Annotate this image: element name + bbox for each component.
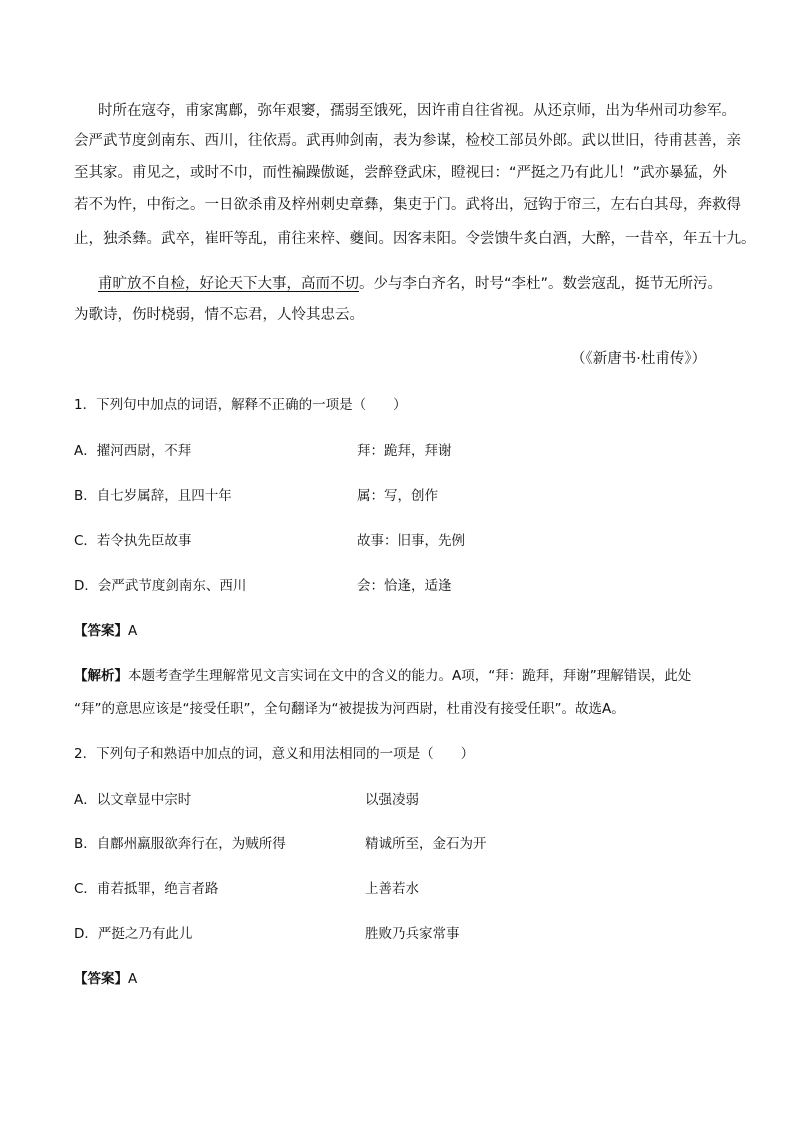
option-left: D．严挺之乃有此儿 [74, 926, 193, 942]
answer [74, 621, 137, 641]
answer-value: A [128, 623, 138, 639]
option-left: B．自七岁属辞，且四十年 [74, 488, 232, 504]
passage-text: 。少与李白齐名，时号“李杜”。数尝寇乱，挺节无所污。 [359, 276, 723, 292]
option-left: A．擢河西尉，不拜 [74, 443, 192, 459]
question-stem: 1．下列句中加点的词语，解释不正确的一项是（ ） [74, 397, 407, 413]
passage-line: 至其家。甫见之，或时不巾，而性褊躁傲诞，尝醉登武床，瞪视曰：“严挺之乃有此儿！”武亦暴猛，外 [74, 165, 728, 181]
passage-line: 时所在寇夺，甫家寓鄜，弥年艰窭，孺弱至饿死，因许甫自往省视。从还京师，出为华州司功参军。 [98, 103, 736, 119]
option-right: 拜：跪拜，拜谢 [357, 443, 452, 459]
option-left: C．甫若抵罪，绝言者路 [74, 881, 219, 897]
analysis-text: 本题考查学生理解常见文言实词在文中的含义的能力。A项，“拜：跪拜，拜谢”理解错误，此处 [128, 668, 692, 684]
option-right: 上善若水 [365, 881, 419, 897]
option-left: A．以文章显中宗时 [74, 792, 192, 808]
option-right: 故事：旧事，先例 [357, 533, 465, 549]
option-right: 会：恰逢，适逢 [357, 578, 452, 594]
analysis-label: 【解析】 [74, 668, 128, 684]
option-left: D．会严武节度剑南东、西川 [74, 578, 247, 594]
passage-line: 若不为忤，中衔之。一日欲杀甫及梓州刺史章彝，集吏于门。武将出，冠钩于帘三，左右白其母，奔救得 [74, 197, 741, 213]
option-left: B．自鄜州羸服欲奔行在，为贼所得 [74, 836, 286, 852]
answer-value: A [128, 971, 138, 987]
underlined-sentence: 甫旷放不自检，好论天下大事，高而不切 [98, 276, 359, 292]
option-right: 以强凌弱 [365, 792, 419, 808]
passage-line [98, 274, 722, 294]
answer-label: 【答案】 [74, 971, 128, 987]
option-right: 精诚所至，金石为开 [365, 836, 487, 852]
option-left: C．若令执先臣故事 [74, 533, 192, 549]
answer [74, 969, 137, 989]
passage-line: 为歌诗，伤时桡弱，情不忘君，人怜其忠云。 [74, 307, 364, 323]
option-right: 胜败乃兵家常事 [365, 926, 460, 942]
analysis-line: “拜”的意思应该是“接受任职”，全句翻译为“被提拔为河西尉，杜甫没有接受任职”。故选A。 [74, 701, 625, 717]
passage-line: 止，独杀彝。武卒，崔旰等乱，甫往来梓、夔间。因客耒阳。令尝馈牛炙白酒，大醉，一昔卒，年五十九。 [74, 231, 756, 247]
question-stem: 2．下列句子和熟语中加点的词，意义和用法相同的一项是（ ） [74, 746, 475, 762]
option-right: 属：写，创作 [357, 488, 438, 504]
source-citation: （《新唐书·杜甫传》） [571, 351, 707, 367]
passage-line: 会严武节度剑南东、西川，往依焉。武再帅剑南，表为参谋，检校工部员外郎。武以世旧，待甫甚善，亲 [74, 133, 741, 149]
analysis-line [74, 666, 691, 686]
answer-label: 【答案】 [74, 623, 128, 639]
